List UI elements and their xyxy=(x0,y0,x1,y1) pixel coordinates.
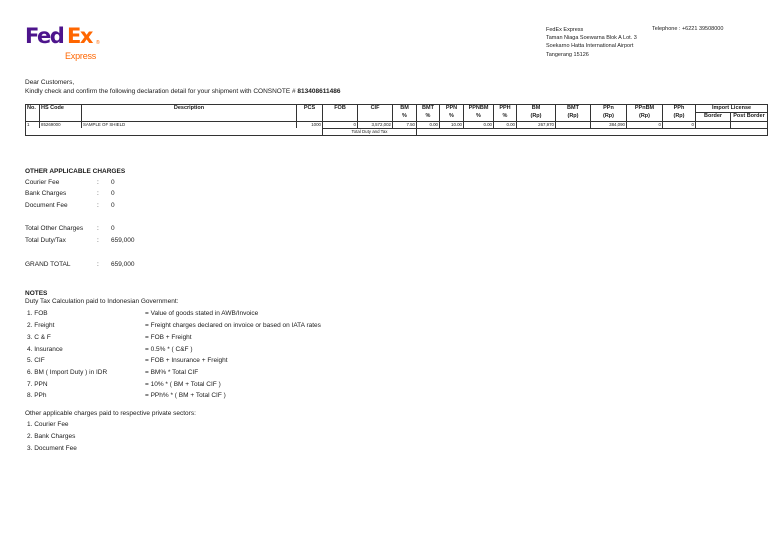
sub-pph-pct: % xyxy=(494,113,517,121)
col-bmt-pct: BMT xyxy=(417,105,440,113)
cell-fob: 0 xyxy=(323,121,358,128)
sub-ppn-pct: % xyxy=(440,113,464,121)
note-item xyxy=(27,322,321,330)
total-duty-tax-value xyxy=(417,128,768,136)
address-line-2: Soekarno Hatta International Airport xyxy=(546,43,634,50)
cell-ppnbm-rp: 0 xyxy=(627,121,663,128)
courier-fee-colon: : xyxy=(97,179,99,186)
col-ppn-pct: PPN xyxy=(440,105,464,113)
bank-charges-value: 0 xyxy=(111,190,115,197)
document-fee-label: Document Fee xyxy=(25,202,68,209)
bank-charges-row xyxy=(25,190,115,198)
col-hs-code: HS Code xyxy=(40,105,82,122)
registered-mark: ® xyxy=(96,40,100,46)
note-value: = FOB + Freight xyxy=(145,334,192,341)
cell-border xyxy=(696,121,731,128)
courier-fee-row xyxy=(25,179,115,187)
note-label: 4. Insurance xyxy=(27,346,63,353)
col-bmt-rp: BMT xyxy=(556,105,591,113)
cell-description: SAMPLE OF SHIELD xyxy=(82,121,297,128)
note-item xyxy=(27,392,226,400)
total-duty-tax-row xyxy=(25,237,135,245)
private-charge-item: 1. Courier Fee xyxy=(27,421,69,428)
cell-pcs: 1000 xyxy=(297,121,323,128)
grand-total-colon: : xyxy=(97,261,99,268)
cell-pph-pct: 0.00 xyxy=(494,121,517,128)
sub-bm-rp: (Rp) xyxy=(517,113,556,121)
notes-title: NOTES xyxy=(25,290,48,297)
col-import-license: Import License xyxy=(696,105,768,113)
cell-ppn-pct: 10.00 xyxy=(440,121,464,128)
col-bm-rp: BM xyxy=(517,105,556,113)
col-description: Description xyxy=(82,105,297,122)
cell-pph-rp: 0 xyxy=(663,121,696,128)
company-phone: Telephone : +6221 39508000 xyxy=(652,26,724,32)
bank-charges-colon: : xyxy=(97,190,99,197)
note-value: = BM% * Total CIF xyxy=(145,369,199,376)
grand-total-value: 659,000 xyxy=(111,261,135,268)
col-cif: CIF xyxy=(358,105,393,122)
col-fob: FOB xyxy=(323,105,358,122)
col-bm-pct: BM xyxy=(393,105,417,113)
other-charges-title: OTHER APPLICABLE CHARGES xyxy=(25,168,126,175)
greeting xyxy=(25,79,340,96)
total-other-charges-value: 0 xyxy=(111,225,115,232)
address-line-3: Tangerang 15126 xyxy=(546,51,589,58)
total-other-charges-row xyxy=(25,225,115,233)
total-duty-tax-row-value: 659,000 xyxy=(111,237,135,244)
cell-ppn-rp: 384,090 xyxy=(591,121,627,128)
cell-ppnbm-pct: 0.00 xyxy=(464,121,494,128)
note-label: 6. BM ( Import Duty ) in IDR xyxy=(27,369,108,376)
note-item xyxy=(27,369,198,377)
table-total-row xyxy=(26,128,768,136)
private-charge-item: 2. Bank Charges xyxy=(27,433,76,440)
note-value: = FOB + Insurance + Freight xyxy=(145,357,228,364)
sub-bm-pct: % xyxy=(393,113,417,121)
logo-fed-text: Fed xyxy=(25,24,64,48)
sub-ppn-rp: (Rp) xyxy=(591,113,627,121)
note-value: = Freight charges declared on invoice or based on IATA rates xyxy=(145,322,321,329)
sub-ppnbm-rp: (Rp) xyxy=(627,113,663,121)
cell-bm-rp: 267,970 xyxy=(517,121,556,128)
document-fee-row xyxy=(25,202,115,210)
note-label: 7. PPN xyxy=(27,381,48,388)
table-header-row xyxy=(26,105,768,113)
col-pcs: PCS xyxy=(297,105,323,122)
cell-cif: 3,572,002 xyxy=(358,121,393,128)
private-charges-intro: Other applicable charges paid to respective private sectors: xyxy=(25,410,196,417)
col-ppnbm-rp: PPnBM xyxy=(627,105,663,113)
company-name: FedEx Express xyxy=(546,27,584,33)
sub-bmt-pct: % xyxy=(417,113,440,121)
courier-fee-value: 0 xyxy=(111,179,115,186)
note-item xyxy=(27,357,228,365)
note-item xyxy=(27,346,193,354)
cell-hs-code: 85269000 xyxy=(40,121,82,128)
grand-total-row xyxy=(25,261,135,269)
note-value: = 10% * ( BM + Total CIF ) xyxy=(145,381,221,388)
cell-bm-pct: 7.50 xyxy=(393,121,417,128)
total-duty-tax-label: Total Duty and Tax xyxy=(323,128,417,136)
logo-express-text: Express xyxy=(65,51,97,61)
note-value: = Value of goods stated in AWB/Invoice xyxy=(145,310,259,317)
col-no: No. xyxy=(26,105,40,122)
courier-fee-label: Courier Fee xyxy=(25,179,60,186)
greeting-instruction-text: Kindly check and confirm the following declaration detail for your shipment with CONSNOTE # xyxy=(25,87,298,95)
note-label: 5. CIF xyxy=(27,357,45,364)
note-item xyxy=(27,310,258,318)
cell-bmt-pct: 0.00 xyxy=(417,121,440,128)
document-fee-colon: : xyxy=(97,202,99,209)
declaration-table xyxy=(25,104,768,136)
total-duty-tax-row-label: Total Duty/Tax xyxy=(25,237,66,244)
note-label: 2. Freight xyxy=(27,322,55,329)
sub-ppnbm-pct: % xyxy=(464,113,494,121)
note-label: 8. PPh xyxy=(27,392,47,399)
sub-border: Border xyxy=(696,113,731,121)
col-ppnbm-pct: PPNBM xyxy=(464,105,494,113)
total-other-charges-label: Total Other Charges xyxy=(25,225,84,232)
logo-ex-text: Ex xyxy=(67,24,92,48)
cell-bmt-rp xyxy=(556,121,591,128)
greeting-salutation: Dear Customers, xyxy=(25,79,75,86)
grand-total-label: GRAND TOTAL xyxy=(25,261,71,268)
note-label: 3. C & F xyxy=(27,334,51,341)
private-charge-item: 3. Document Fee xyxy=(27,445,77,452)
note-value: = 0.5% * ( C&F ) xyxy=(145,346,193,353)
consnote-number: 813408611486 xyxy=(297,87,341,95)
col-ppn-rp: PPn xyxy=(591,105,627,113)
note-label: 1. FOB xyxy=(27,310,48,317)
table-row xyxy=(26,121,768,128)
col-pph-rp: PPh xyxy=(663,105,696,113)
greeting-instruction xyxy=(25,88,340,97)
total-duty-tax-colon: : xyxy=(97,237,99,244)
company-address xyxy=(546,26,637,59)
sub-pph-rp: (Rp) xyxy=(663,113,696,121)
cell-no: 1 xyxy=(26,121,40,128)
cell-post-border xyxy=(731,121,768,128)
bank-charges-label: Bank Charges xyxy=(25,190,67,197)
total-spacer xyxy=(26,128,323,136)
fedex-logo xyxy=(25,26,105,64)
note-item xyxy=(27,381,221,389)
sub-post-border: Post Border xyxy=(731,113,768,121)
note-item xyxy=(27,334,192,342)
sub-bmt-rp: (Rp) xyxy=(556,113,591,121)
col-pph-pct: PPH xyxy=(494,105,517,113)
notes-intro: Duty Tax Calculation paid to Indonesian Government: xyxy=(25,298,179,305)
note-value: = PPh% * ( BM + Total CIF ) xyxy=(145,392,226,399)
document-fee-value: 0 xyxy=(111,202,115,209)
address-line-1: Taman Niaga Soewarna Blok A Lot. 3 xyxy=(546,35,637,42)
total-other-charges-colon: : xyxy=(97,225,99,232)
